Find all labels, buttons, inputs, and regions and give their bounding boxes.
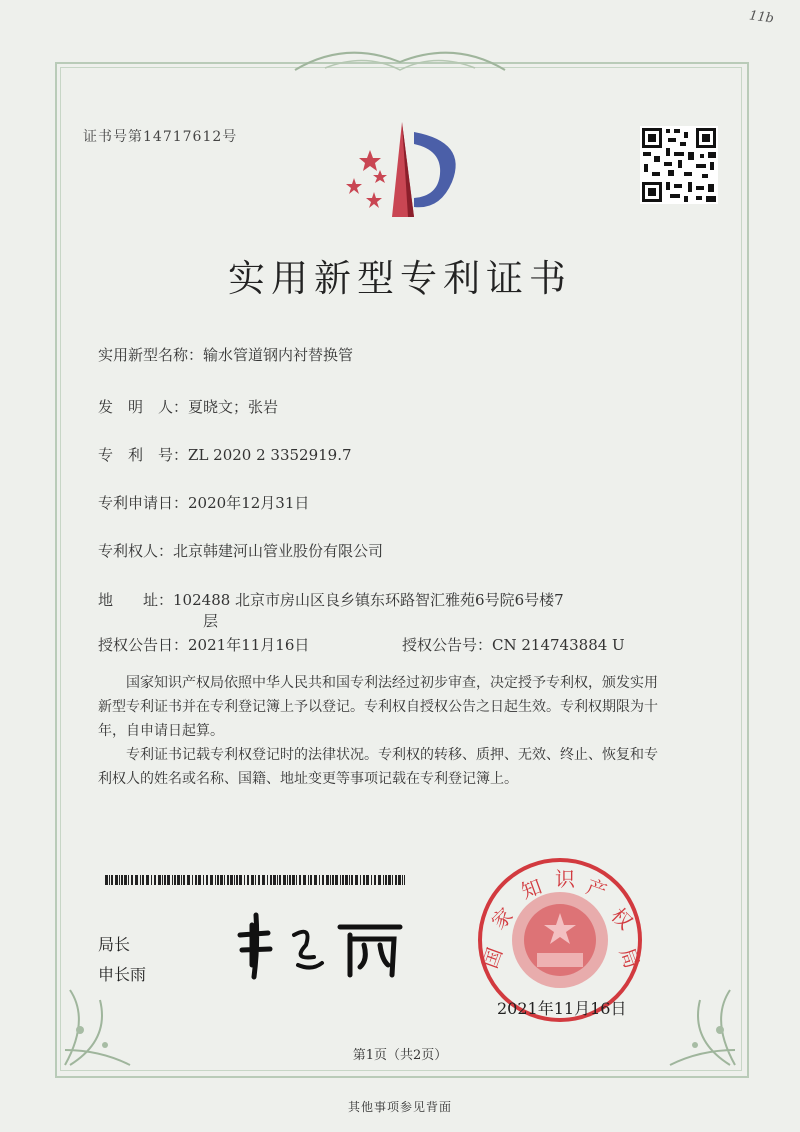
address-line-2: 层 [203,612,219,630]
field-label: 专 利 号： [98,446,189,464]
paragraph-line: 新型专利证书并在专利登记簿上予以登记。专利权自授权公告之日起生效。专利权期限为十 [98,699,658,715]
field-label: 授权公告日： [98,636,189,654]
address-row [98,589,564,610]
director-signature [232,905,422,985]
field-label: 授权公告号： [402,636,493,654]
certificate-number: 证书号第14717612号 [83,129,238,145]
barcode [105,875,405,885]
grant-number-row [402,634,625,655]
certificate-title: 实用新型专利证书 [228,257,572,300]
patent-number-row [98,444,352,465]
patent-number: ZL 2020 2 3352919.7 [188,446,352,464]
seal-char: 识 [555,867,575,891]
statement-paragraph-1 [98,671,718,743]
seal-date: 2021年11月16日 [497,999,627,1018]
field-label: 专利权人： [98,542,174,560]
utility-model-name-row [98,344,353,365]
handwritten-note: 11b [748,8,775,27]
seal-char: 家 [486,903,518,935]
qr-code [640,126,718,204]
top-ornament [285,40,515,80]
seal-char: 产 [582,874,610,904]
cnipa-logo-icon [340,112,470,222]
address-line-1: 102488 北京市房山区良乡镇东环路智汇雅苑6号院6号楼7 [173,591,564,609]
grant-date: 2021年11月16日 [188,636,310,654]
field-label: 实用新型名称： [98,346,204,364]
filing-date: 2020年12月31日 [188,494,310,512]
field-label: 专利申请日： [98,494,189,512]
field-label: 地 址： [98,591,174,609]
patentee: 北京韩建河山管业股份有限公司 [173,542,384,560]
director-title: 局长 [98,935,131,954]
seal-char: 国 [477,944,508,972]
filing-date-row [98,492,309,513]
statement-paragraph-2 [98,743,718,791]
patentee-row [98,540,383,561]
paragraph-line: 国家知识产权局依照中华人民共和国专利法经过初步审查，决定授予专利权，颁发实用 [126,675,658,691]
grant-date-row [98,634,309,655]
seal-char: 局 [614,944,645,972]
field-label: 发 明 人： [98,398,189,416]
inventor-row [98,396,278,417]
inventor: 夏晓文；张岩 [188,398,279,416]
grant-number: CN 214743884 U [492,636,625,654]
page-number: 第1页（共2页） [352,1048,448,1063]
utility-model-name: 输水管道钢内衬替换管 [203,346,354,364]
paragraph-line: 年，自申请日起算。 [98,723,224,739]
footer-note: 其他事项参见背面 [347,1100,452,1114]
paragraph-line: 利权人的姓名或名称、国籍、地址变更等事项记载在专利登记簿上。 [98,771,518,787]
director-name: 申长雨 [98,965,147,984]
paragraph-line: 专利证书记载专利权登记时的法律状况。专利权的转移、质押、无效、终止、恢复和专 [126,747,658,763]
seal-char: 知 [518,874,546,904]
seal-char: 权 [606,903,638,935]
